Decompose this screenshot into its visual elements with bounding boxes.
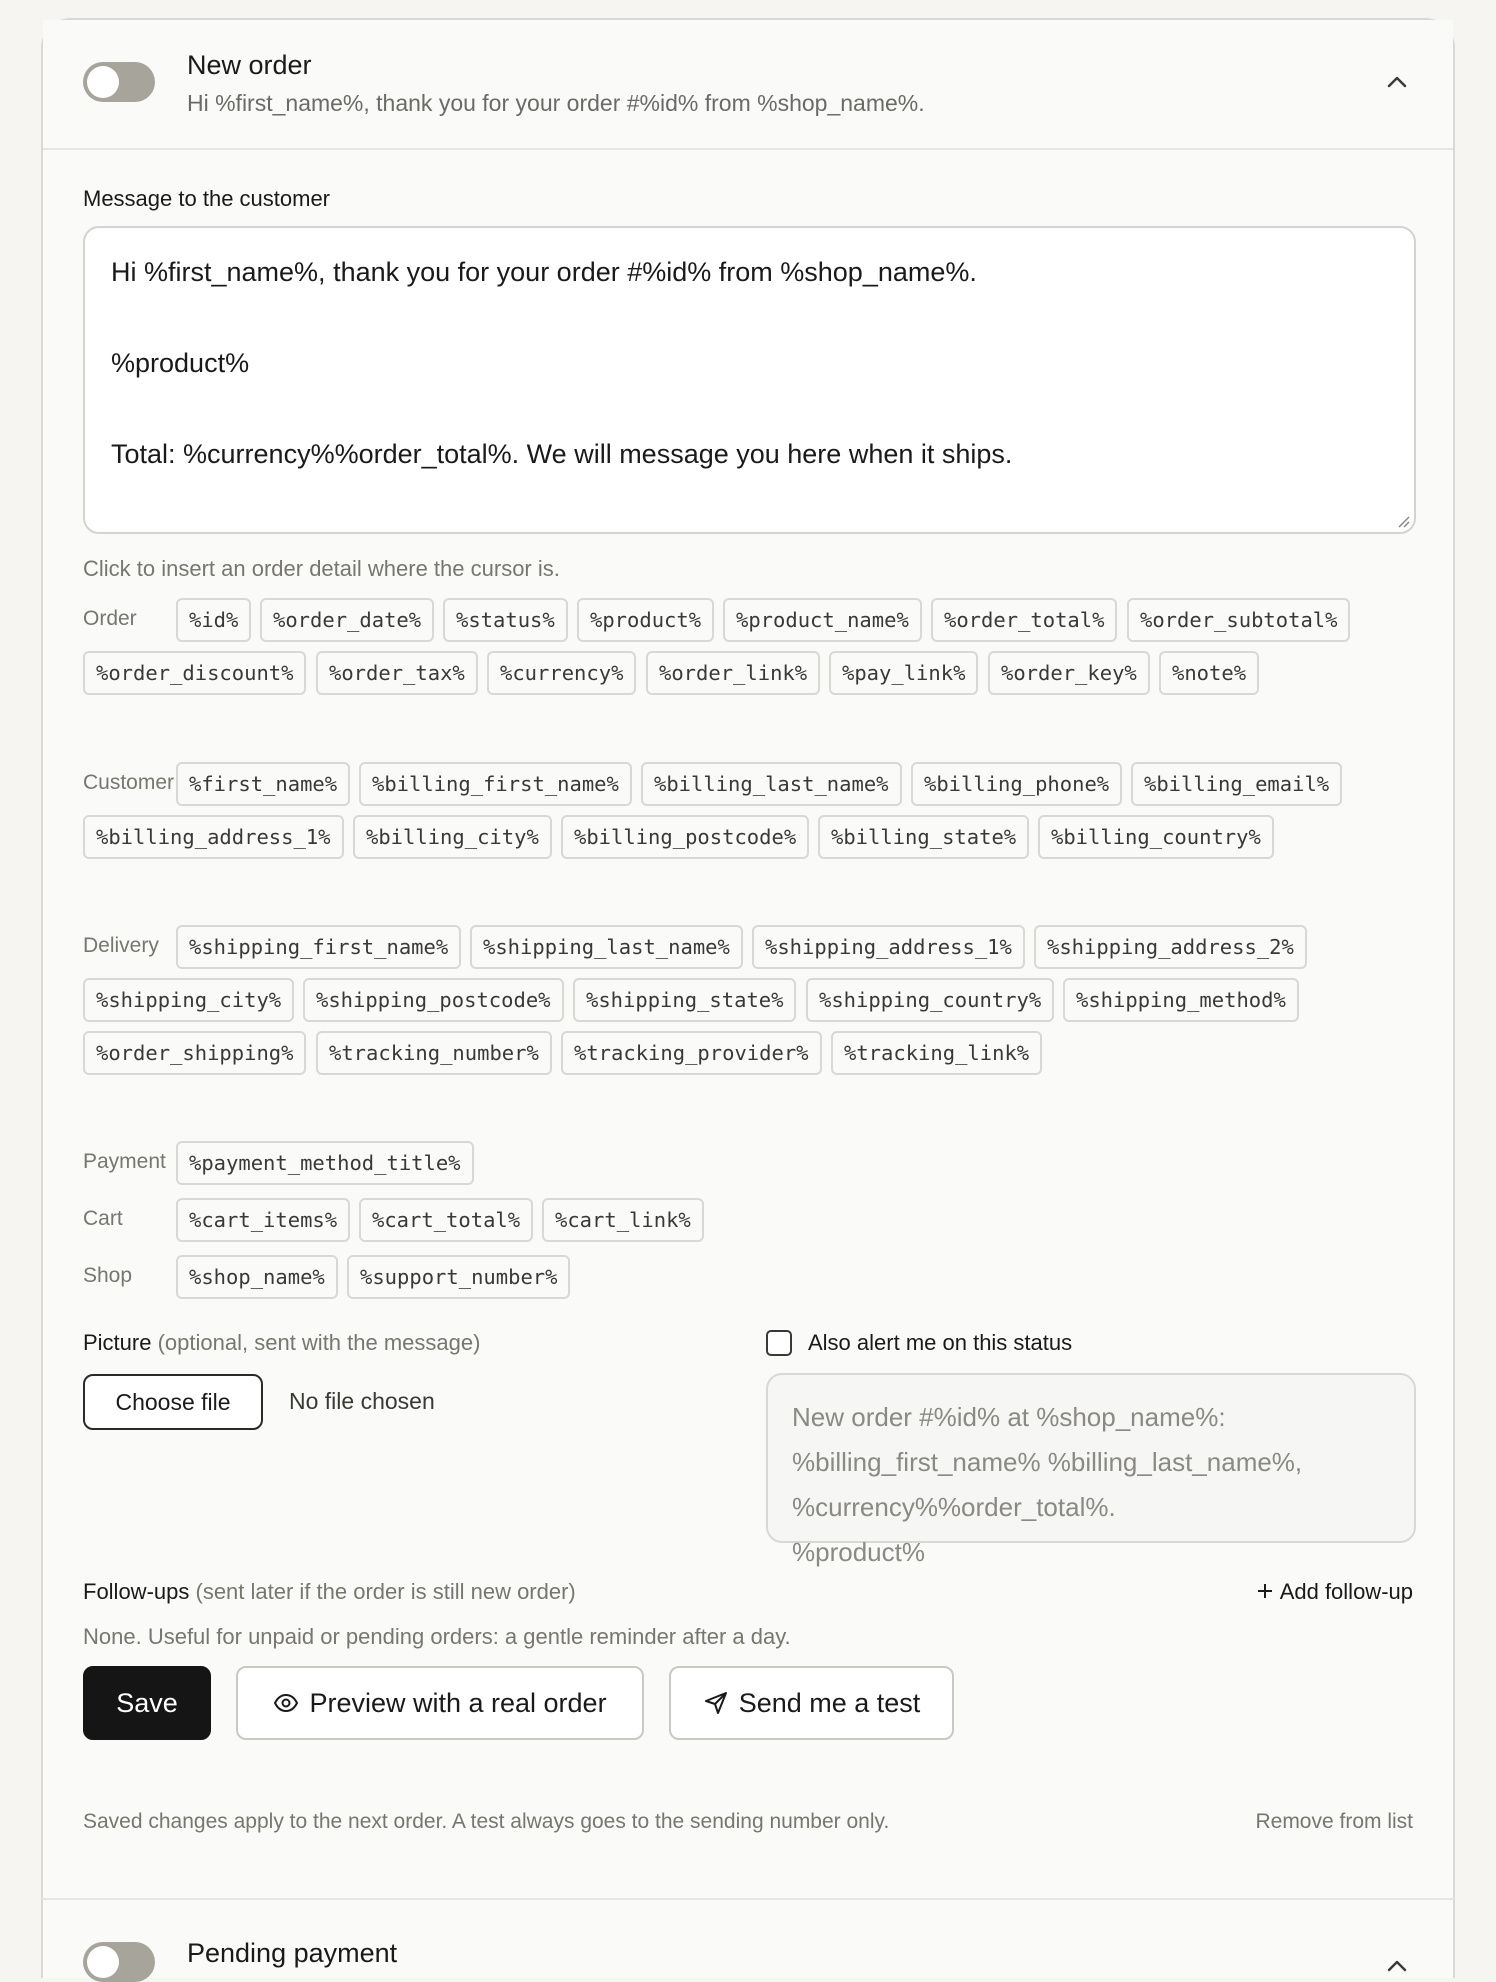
insert-hint: Click to insert an order detail where the cursor is. [83, 556, 560, 581]
placeholder-chip[interactable]: %shipping_postcode% [303, 978, 564, 1022]
message-line [111, 296, 1388, 342]
group-label-shop: Shop [83, 1264, 133, 1287]
message-textarea[interactable] [83, 226, 1416, 534]
alert-line: %billing_first_name% %billing_last_name%, [792, 1447, 1303, 1477]
save-button[interactable]: Save [83, 1666, 211, 1740]
placeholder-chip[interactable]: %pay_link% [829, 651, 978, 695]
placeholder-chip[interactable]: %billing_last_name% [641, 762, 902, 806]
status-card-new-order [41, 18, 1455, 1938]
status-title: New order [187, 50, 312, 80]
placeholder-chip[interactable]: %cart_link% [542, 1198, 704, 1242]
placeholder-chip[interactable]: %billing_address_1% [83, 815, 344, 859]
status-enable-toggle[interactable] [83, 62, 155, 102]
placeholder-chip[interactable]: %shipping_last_name% [470, 925, 743, 969]
alert-message-textarea[interactable] [766, 1373, 1416, 1567]
placeholder-chip[interactable]: %currency% [487, 651, 636, 695]
placeholder-chip[interactable]: %shipping_first_name% [176, 925, 461, 969]
placeholder-chip[interactable]: %order_total% [931, 598, 1117, 642]
placeholder-chip[interactable]: %status% [443, 598, 568, 642]
placeholder-chip[interactable]: %order_key% [988, 651, 1150, 695]
alert-line: %currency%%order_total%. [792, 1492, 1116, 1522]
resize-handle-icon[interactable] [1394, 512, 1410, 528]
picture-label-note: (optional, sent with the message) [157, 1330, 481, 1355]
toggle-knob [87, 1946, 119, 1978]
preview-button-label: Preview with a real order [309, 1688, 607, 1718]
status-card-header[interactable] [43, 20, 1453, 150]
message-label: Message to the customer [83, 186, 331, 211]
placeholder-chip[interactable]: %first_name% [176, 762, 350, 806]
placeholder-chip[interactable]: %billing_phone% [911, 762, 1122, 806]
plus-icon [1256, 1582, 1274, 1600]
placeholder-chip[interactable]: %order_date% [260, 598, 434, 642]
group-label-delivery: Delivery [83, 934, 159, 957]
send-icon [703, 1690, 729, 1716]
file-status: No file chosen [289, 1388, 435, 1414]
toggle-knob [87, 66, 119, 98]
placeholder-chip[interactable]: %order_shipping% [83, 1031, 306, 1075]
placeholder-chip[interactable]: %order_subtotal% [1127, 598, 1350, 642]
placeholder-chip[interactable]: %shop_name% [176, 1255, 338, 1299]
placeholder-chip[interactable]: %billing_city% [353, 815, 552, 859]
placeholder-chip[interactable]: %cart_items% [176, 1198, 350, 1242]
placeholder-chip[interactable]: %tracking_number% [316, 1031, 552, 1075]
alert-line: %product% [792, 1537, 925, 1567]
remove-from-list-link[interactable]: Remove from list [1255, 1810, 1413, 1833]
followups-empty: None. Useful for unpaid or pending orders: a gentle reminder after a day. [83, 1624, 791, 1649]
status-preview-text: Hi %first_name%, thank you for your order #%id% from %shop_name%. [187, 90, 925, 116]
placeholder-chip[interactable]: %cart_total% [359, 1198, 533, 1242]
placeholder-chip[interactable]: %order_link% [646, 651, 820, 695]
placeholder-chip[interactable]: %note% [1159, 651, 1259, 695]
alert-me-checkbox[interactable] [766, 1330, 792, 1356]
followups-label-text: Follow-ups [83, 1579, 190, 1604]
alert-line: New order #%id% at %shop_name%: [792, 1402, 1226, 1432]
followups-note: (sent later if the order is still new order) [195, 1579, 576, 1604]
placeholder-chip[interactable]: %shipping_method% [1063, 978, 1299, 1022]
placeholder-chip[interactable]: %product% [577, 598, 714, 642]
placeholder-chip[interactable]: %shipping_address_1% [752, 925, 1025, 969]
group-label-order: Order [83, 607, 137, 630]
placeholder-chip[interactable]: %product_name% [723, 598, 922, 642]
placeholder-chip[interactable]: %billing_email% [1131, 762, 1342, 806]
message-line: %product% [111, 348, 250, 378]
placeholder-chip[interactable]: %id% [176, 598, 251, 642]
alert-me-label: Also alert me on this status [808, 1330, 1073, 1355]
send-test-button-label: Send me a test [738, 1688, 921, 1718]
choose-file-button[interactable]: Choose file [83, 1374, 263, 1430]
status-card-pending-payment[interactable] [41, 1898, 1455, 1978]
message-line: Total: %currency%%order_total%. We will message you here when it ships. [111, 439, 1013, 469]
picture-label [83, 1330, 480, 1356]
placeholder-chip[interactable]: %payment_method_title% [176, 1141, 474, 1185]
add-followup-label: Add follow-up [1279, 1579, 1413, 1604]
preview-button[interactable] [236, 1666, 644, 1740]
placeholder-chip[interactable]: %support_number% [347, 1255, 570, 1299]
placeholder-chip[interactable]: %tracking_link% [831, 1031, 1042, 1075]
footer-note: Saved changes apply to the next order. A test always goes to the sending number only. [83, 1810, 890, 1833]
group-label-customer: Customer [83, 771, 175, 794]
placeholder-chip[interactable]: %billing_postcode% [561, 815, 809, 859]
placeholder-chip[interactable]: %order_discount% [83, 651, 306, 695]
status-enable-toggle[interactable] [83, 1942, 155, 1982]
placeholder-chip[interactable]: %billing_country% [1038, 815, 1274, 859]
placeholder-chip[interactable]: %order_tax% [316, 651, 478, 695]
eye-icon [273, 1690, 299, 1716]
chevron-up-icon[interactable] [1381, 1950, 1413, 1982]
picture-label-text: Picture [83, 1330, 152, 1355]
chevron-up-icon[interactable] [1381, 66, 1413, 98]
message-line [111, 387, 1388, 433]
placeholder-chip[interactable]: %tracking_provider% [561, 1031, 822, 1075]
group-label-payment: Payment [83, 1150, 166, 1173]
placeholder-chip[interactable]: %shipping_state% [573, 978, 796, 1022]
followups-label [83, 1579, 576, 1605]
message-line: Hi %first_name%, thank you for your order #%id% from %shop_name%. [111, 257, 977, 287]
placeholder-chip[interactable]: %shipping_country% [806, 978, 1054, 1022]
add-followup-button[interactable] [1256, 1579, 1413, 1605]
placeholder-chip[interactable]: %shipping_city% [83, 978, 294, 1022]
status-title: Pending payment [187, 1938, 398, 1968]
placeholder-chip[interactable]: %billing_first_name% [359, 762, 632, 806]
placeholder-chip[interactable]: %shipping_address_2% [1034, 925, 1307, 969]
group-label-cart: Cart [83, 1207, 123, 1230]
placeholder-chip[interactable]: %billing_state% [818, 815, 1029, 859]
send-test-button[interactable] [669, 1666, 954, 1740]
